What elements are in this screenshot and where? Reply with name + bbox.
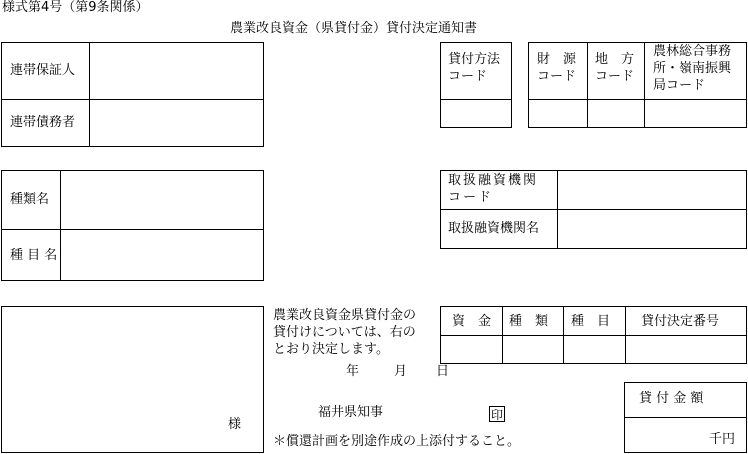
fund-field[interactable] xyxy=(442,336,501,362)
addressee-box[interactable] xyxy=(1,306,264,453)
joint-guarantor-label: 連帯保証人 xyxy=(10,63,76,78)
item-header: 種 目 xyxy=(571,314,611,329)
region-code-label: 地 方 コード xyxy=(595,52,635,84)
institution-code-field[interactable] xyxy=(558,172,745,208)
document-title: 農業改良資金（県貸付金）貸付決定通知書 xyxy=(230,21,478,36)
governor-label: 福井県知事 xyxy=(318,405,384,420)
seal-mark: 印 xyxy=(490,408,503,422)
institution-name-label: 取扱融資機関名 xyxy=(448,221,540,236)
kind-field[interactable] xyxy=(503,336,562,362)
item-field[interactable] xyxy=(564,336,624,362)
funding-source-code-field[interactable] xyxy=(530,100,586,126)
decision-number-header: 貸付決定番号 xyxy=(641,314,720,329)
date-year: 年 xyxy=(346,364,360,379)
joint-debtor-label: 連帯債務者 xyxy=(10,115,76,130)
institution-code-label: 取扱融資機関 コード xyxy=(448,173,539,205)
amount-label: 貸 付 金 額 xyxy=(639,391,704,406)
decision-statement: 農業改良資金県貸付金の 貸付けについては、右の とおり決定します。 xyxy=(273,308,417,357)
joint-guarantor-field[interactable] xyxy=(90,44,262,98)
lending-method-code-label: 貸付方法 コード xyxy=(448,52,501,84)
footnote: ＊償還計画を別途作成の上添付すること。 xyxy=(273,434,521,449)
lending-method-code-field[interactable] xyxy=(442,100,510,126)
item-name-label: 種 目 名 xyxy=(10,248,58,263)
kind-header: 種 類 xyxy=(509,314,549,329)
office-code-field[interactable] xyxy=(645,100,745,126)
amount-field[interactable] xyxy=(626,418,706,451)
type-name-label: 種類名 xyxy=(10,192,50,207)
addressee-suffix: 様 xyxy=(228,417,242,432)
type-name-field[interactable] xyxy=(61,172,262,228)
fund-header: 資 金 xyxy=(452,314,492,329)
decision-number-field[interactable] xyxy=(626,336,745,362)
joint-debtor-field[interactable] xyxy=(90,100,262,145)
date-day: 日 xyxy=(436,364,450,379)
region-code-field[interactable] xyxy=(588,100,643,126)
office-code-label: 農林総合事務 所・嶺南振興 局コード xyxy=(653,44,732,93)
item-name-field[interactable] xyxy=(61,230,262,279)
form-number-label: 様式第4号（第9条関係） xyxy=(2,0,149,15)
funding-source-code-label: 財 源 コード xyxy=(537,52,577,84)
institution-name-field[interactable] xyxy=(558,210,745,247)
date-month: 月 xyxy=(394,364,408,379)
amount-unit: 千円 xyxy=(709,432,736,447)
